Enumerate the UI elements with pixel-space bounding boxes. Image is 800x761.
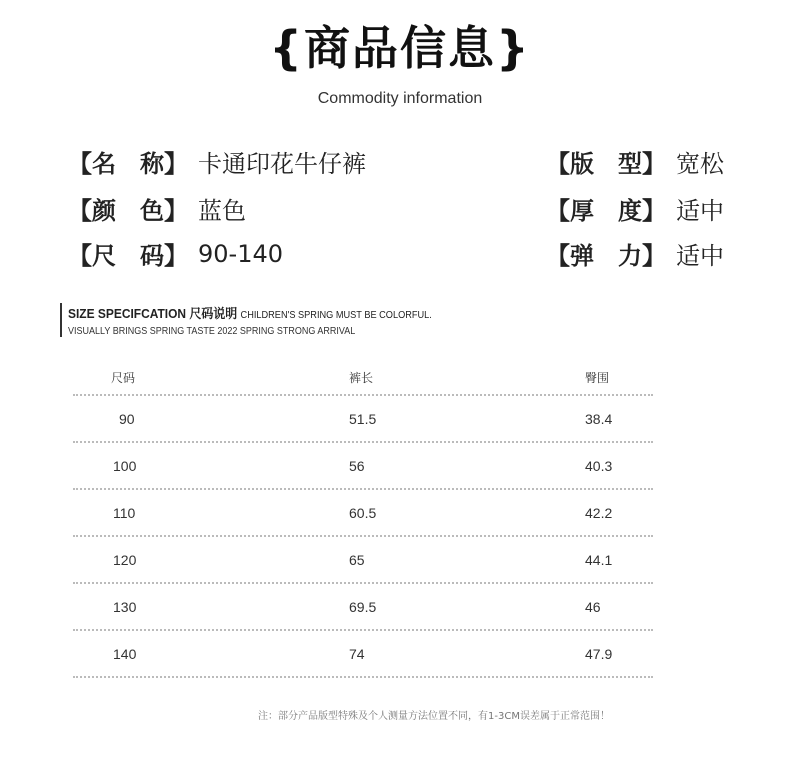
info-label: 【厚 度】 (546, 197, 666, 225)
info-size (68, 236, 283, 271)
size-spec-header (60, 303, 463, 337)
page-title: {商品信息} (269, 21, 531, 75)
info-value: 适中 (676, 242, 724, 270)
column-header-hip: 臀围 (585, 370, 610, 385)
info-label: 【名 称】 (68, 150, 188, 178)
length-cell: 56 (349, 457, 365, 474)
info-label: 【版 型】 (546, 150, 666, 178)
hip-cell: 38.4 (585, 410, 613, 427)
info-color (68, 191, 246, 226)
size-spec-tagline-a: CHILDREN'S SPRING MUST BE COLORFUL. (240, 310, 432, 321)
hip-cell: 47.9 (585, 645, 613, 662)
info-thickness (546, 191, 724, 226)
info-row-3 (0, 236, 800, 276)
length-cell: 74 (349, 645, 365, 662)
info-value: 适中 (676, 197, 724, 225)
length-cell: 51.5 (349, 410, 377, 427)
info-label: 【尺 码】 (68, 242, 188, 270)
info-label: 【颜 色】 (68, 197, 188, 225)
table-row (73, 443, 653, 490)
page-subtitle: Commodity information (317, 90, 483, 107)
length-cell: 60.5 (349, 504, 377, 521)
table-row (73, 537, 653, 584)
hip-cell: 40.3 (585, 457, 613, 474)
info-value: 90-140 (198, 239, 284, 268)
column-header-size: 尺码 (111, 370, 136, 385)
size-spec-title: SIZE SPECIFCATION 尺码说明 CHILDREN'S SPRING MUST BE COLORFUL. (68, 306, 432, 321)
info-fit (546, 144, 724, 179)
size-cell: 90 (119, 410, 135, 427)
size-table (73, 360, 653, 678)
info-value: 卡通印花牛仔裤 (198, 150, 366, 178)
info-label: 【弹 力】 (546, 242, 666, 270)
table-row (73, 631, 653, 678)
info-value: 蓝色 (198, 197, 246, 225)
hip-cell: 42.2 (585, 504, 613, 521)
table-row (73, 584, 653, 631)
length-cell: 69.5 (349, 598, 377, 615)
info-elasticity (546, 236, 724, 271)
column-header-length: 裤长 (349, 370, 374, 385)
info-row-2 (0, 191, 800, 231)
hip-cell: 44.1 (585, 551, 613, 568)
size-cell: 130 (113, 598, 137, 615)
info-name (68, 144, 366, 179)
size-cell: 110 (113, 504, 136, 521)
table-row (73, 490, 653, 537)
measurement-note: 注：部分产品版型特殊及个人测量方法位置不同，有1-3CM误差属于正常范围！ (258, 711, 610, 722)
info-value: 宽松 (676, 150, 724, 178)
size-cell: 100 (113, 457, 137, 474)
size-cell: 120 (113, 551, 137, 568)
size-cell: 140 (113, 645, 137, 662)
table-header-row (73, 360, 653, 396)
length-cell: 65 (349, 551, 365, 568)
table-row (73, 396, 653, 443)
info-row-1 (0, 144, 800, 184)
size-spec-tagline-b: VISUALLY BRINGS SPRING TASTE 2022 SPRING STRONG ARRIVAL (68, 326, 356, 337)
hip-cell: 46 (585, 598, 601, 615)
